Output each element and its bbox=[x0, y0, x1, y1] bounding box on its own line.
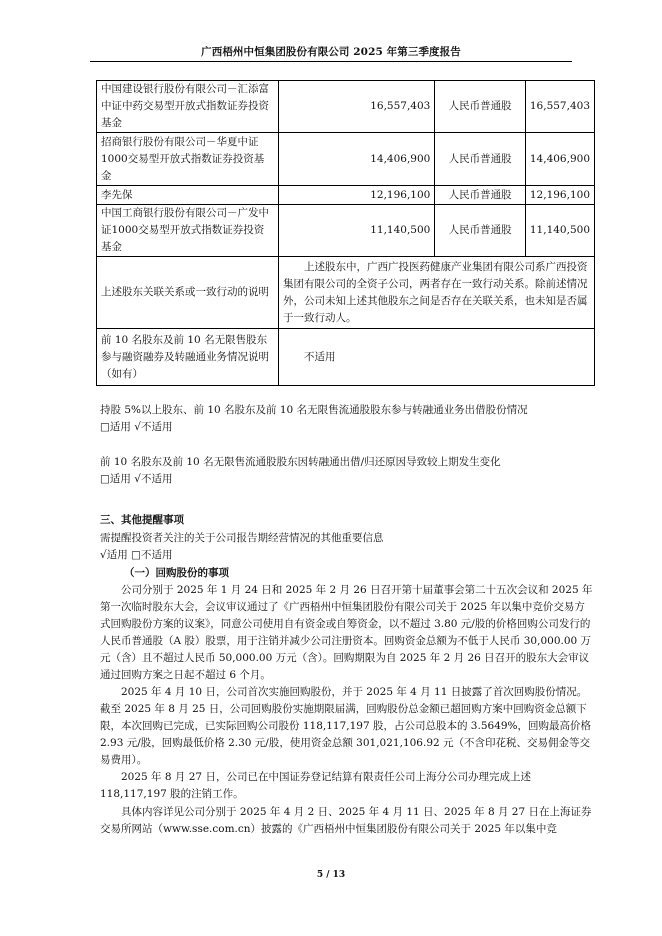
share-type: 人民币普通股 bbox=[435, 186, 526, 205]
share-quantity-by-type: 16,557,403 bbox=[525, 81, 594, 133]
table-row bbox=[97, 133, 595, 186]
shareholder-table bbox=[96, 80, 595, 386]
shareholder-name: 中国工商银行股份有限公司－广发中证1000交易型开放式指数证券投资基金 bbox=[97, 205, 279, 257]
paragraph: 具体内容详见公司分别于 2025 年 4 月 2 日、2025 年 4 月 11 日、2025 年 8 月 27 日在上海证券交易所网站（www.sse.com.cn）披露的《广西梧州中恒集团股份有限公司关于 2025 年以集中竞 bbox=[100, 806, 592, 835]
table-row bbox=[97, 205, 595, 257]
table-row bbox=[97, 329, 595, 386]
shareholder-name: 中国建设银行股份有限公司－汇添富中证中药交易型开放式指数证券投资基金 bbox=[97, 81, 279, 133]
related-parties-label: 上述股东关联关系或一致行动的说明 bbox=[97, 257, 279, 329]
report-header-title: 广西梧州中恒集团股份有限公司 2025 年第三季度报告 bbox=[201, 46, 461, 58]
shareholder-name: 李先保 bbox=[97, 186, 279, 205]
share-quantity: 12,196,100 bbox=[278, 186, 434, 205]
share-type: 人民币普通股 bbox=[435, 133, 526, 186]
shareholder-name: 招商银行股份有限公司－华夏中证1000交易型开放式指数证券投资基金 bbox=[97, 133, 279, 186]
share-quantity-by-type: 14,406,900 bbox=[525, 133, 594, 186]
section-options: √适用 □不适用 bbox=[100, 549, 173, 561]
share-type: 人民币普通股 bbox=[435, 205, 526, 257]
section-intro: 需提醒投资者关注的关于公司报告期经营情况的其他重要信息 bbox=[100, 532, 384, 544]
subsection-title: （一）回购股份的事项 bbox=[124, 567, 229, 579]
share-type: 人民币普通股 bbox=[435, 81, 526, 133]
share-quantity: 11,140,500 bbox=[278, 205, 434, 257]
section-title: 三、其他提醒事项 bbox=[100, 514, 184, 526]
paragraph: 2025 年 4 月 10 日，公司首次实施回购股份，并于 2025 年 4 月 11 日披露了首次回购股份情况。截至 2025 年 8 月 25 日，公司回购股份实施期限届满，回购股份总金额已超回购方案中回购资金总额下限，本次回购已完成，已实际回购公司股份 118,117,197 股，占公司总股本的 3.5649%，回购最高价格 2.93 元/股，回购最低价格 2.30 元/股，使用资金总额 301,021,106.92 元（不含印花税、交易佣金等交易费用）。 bbox=[100, 686, 592, 766]
table-row bbox=[97, 186, 595, 205]
lending-title: 持股 5%以上股东、前 10 名股东及前 10 名无限售流通股股东参与转融通业务出借股份情况 bbox=[100, 404, 528, 416]
lending-options: □适用 √不适用 bbox=[100, 421, 173, 433]
header-rule bbox=[90, 61, 572, 62]
share-quantity: 14,406,900 bbox=[278, 133, 434, 186]
margin-trading-label: 前 10 名股东及前 10 名无限售股东参与融资融券及转融通业务情况说明（如有） bbox=[97, 329, 279, 386]
table-row bbox=[97, 257, 595, 329]
page-number: 5 / 13 bbox=[316, 870, 346, 880]
share-quantity-by-type: 12,196,100 bbox=[525, 186, 594, 205]
share-quantity: 16,557,403 bbox=[278, 81, 434, 133]
paragraph: 2025 年 8 月 27 日，公司已在中国证券登记结算有限责任公司上海分公司办理完成上述 118,117,197 股的注销工作。 bbox=[100, 771, 531, 800]
share-quantity-by-type: 11,140,500 bbox=[525, 205, 594, 257]
margin-trading-text: 不适用 bbox=[278, 329, 594, 386]
paragraph: 公司分别于 2025 年 1 月 24 日和 2025 年 2 月 26 日召开第十届董事会第二十五次会议和 2025 年第一次临时股东大会，会议审议通过了《广西梧州中恒集团股份有限公司关于 2025 年以集中竞价交易方式回购股份方案的议案》，同意公司使用自有资金或自筹资金，以不超过 3.80 元/股的价格回购公司发行的人民币普通股（A 股）股票，用于注销并减少公司注册资本。回购资金总额为不低于人民币 30,000.00 万元（含）且不超过人民币 50,000.00 万元（含）。回购期限为自 2025 年 2 月 26 日召开的股东大会审议通过回购方案之日起不超过 6 个月。 bbox=[100, 584, 593, 681]
related-parties-text: 上述股东中，广西广投医药健康产业集团有限公司系广西投资集团有限公司的全资子公司，两者存在一致行动关系。除前述情况外，公司未知上述其他股东之间是否存在关联关系，也未知是否属于一致行动人。 bbox=[278, 257, 594, 329]
change-options: □适用 √不适用 bbox=[100, 473, 173, 485]
change-title: 前 10 名股东及前 10 名无限售流通股股东因转融通出借/归还原因导致较上期发生变化 bbox=[100, 456, 501, 468]
table-row bbox=[97, 81, 595, 133]
